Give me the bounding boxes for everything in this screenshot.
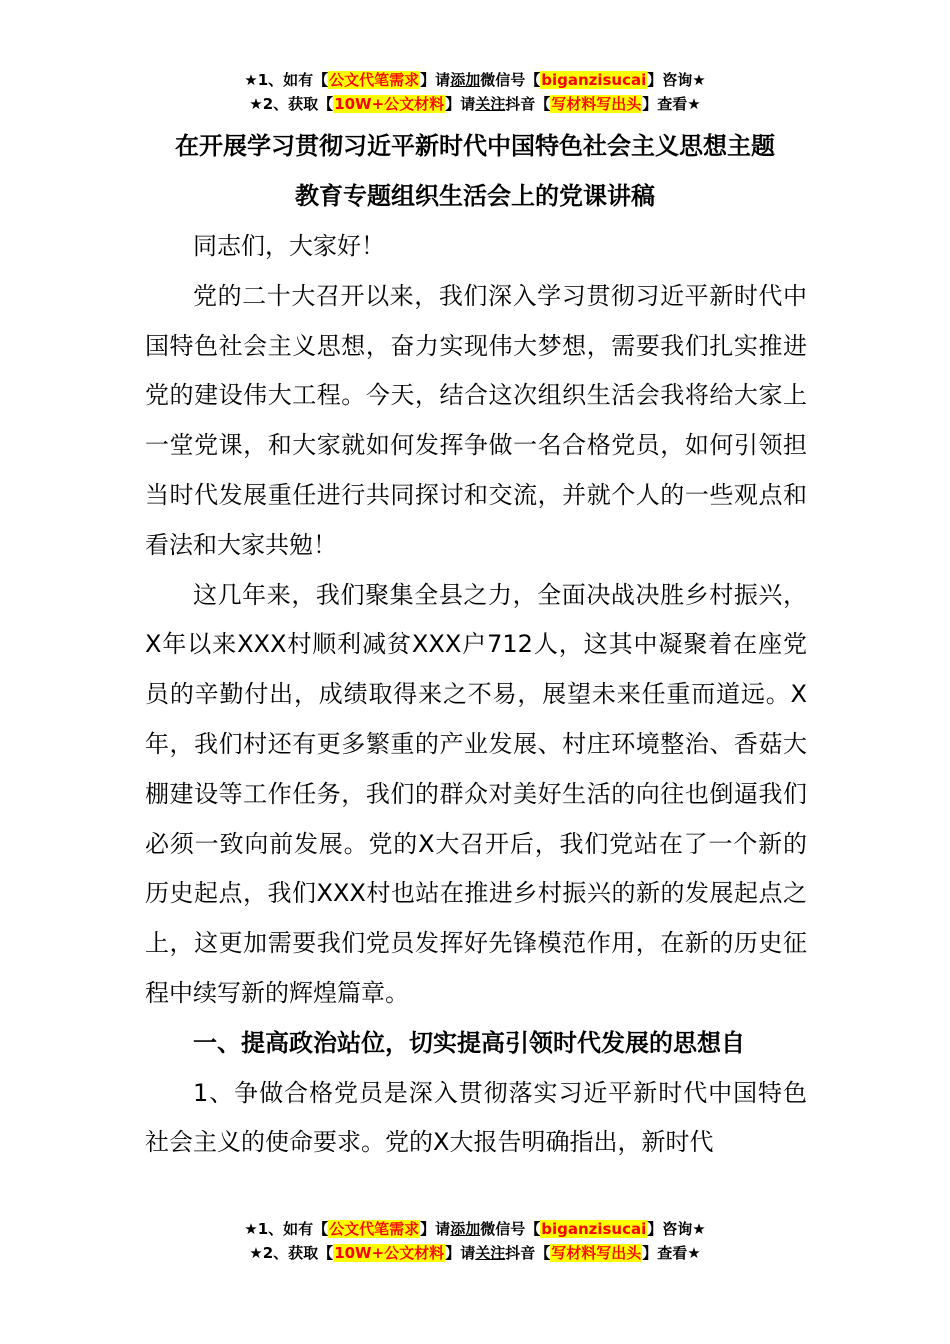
promo-text: 】查看★ <box>642 1244 701 1262</box>
document-title-line-1: 在开展学习贯彻习近平新时代中国特色社会主义思想主题 <box>175 132 775 160</box>
document-body <box>145 222 807 1168</box>
promo-text: 抖音【 <box>505 1244 551 1262</box>
promo-text: 微信号【 <box>480 1220 541 1238</box>
promo-underlined: 添加 <box>450 1220 481 1238</box>
promo-line-2 <box>0 1241 950 1265</box>
body-paragraph: 党的二十大召开以来，我们深入学习贯彻习近平新时代中国特色社会主义思想，奋力实现伟大梦想，需要我们扎实推进党的建设伟大工程。今天，结合这次组织生活会我将给大家上一堂党课，和大家就如何发挥争做一名合格党员，如何引领担当时代发展重任进行共同探讨和交流，并就个人的一些观点和看法和大家共勉！ <box>145 281 807 559</box>
promo-text: 】查看★ <box>642 95 701 113</box>
promo-highlight: biganzisucai <box>541 1220 647 1238</box>
promo-highlight: 公文代笔需求 <box>329 1220 420 1238</box>
promo-text: 】咨询★ <box>647 71 706 89</box>
promo-text: ★1、如有【 <box>244 1220 329 1238</box>
promo-highlight: 10W+公文材料 <box>334 1244 445 1262</box>
promo-text: 抖音【 <box>505 95 551 113</box>
promo-text: ★1、如有【 <box>244 71 329 89</box>
body-paragraph: 这几年来，我们聚集全县之力，全面决战决胜乡村振兴，X年以来XXX村顺利减贫XXX户712人，这其中凝聚着在座党员的辛勤付出，成绩取得来之不易，展望未来任重而道远。X年，我们村还有更多繁重的产业发展、村庄环境整治、香菇大棚建设等工作任务，我们的群众对美好生活的向往也倒逼我们必须一致向前发展。党的X大召开后，我们党站在了一个新的历史起点，我们XXX村也站在推进乡村振兴的新的发展起点之上，这更加需要我们党员发挥好先锋模范作用，在新的历史征程中续写新的辉煌篇章。 <box>145 580 807 1007</box>
promo-text: 微信号【 <box>480 71 541 89</box>
promo-text: 】请 <box>420 71 451 89</box>
promo-text: 】请 <box>445 95 476 113</box>
promo-text: 】请 <box>420 1220 451 1238</box>
promo-highlight: 10W+公文材料 <box>334 95 445 113</box>
promo-line-1 <box>0 1217 950 1241</box>
section-heading: 一、提高政治站位，切实提高引领时代发展的思想自 <box>193 1028 745 1057</box>
promo-header <box>0 68 950 116</box>
promo-text: ★2、获取【 <box>249 1244 334 1262</box>
promo-highlight: biganzisucai <box>541 71 647 89</box>
promo-footer <box>0 1217 950 1265</box>
promo-highlight: 写材料写出头 <box>551 95 642 113</box>
promo-highlight: 公文代笔需求 <box>329 71 420 89</box>
promo-highlight: 写材料写出头 <box>551 1244 642 1262</box>
promo-underlined: 添加 <box>450 71 481 89</box>
promo-underlined: 关注 <box>475 95 506 113</box>
body-paragraph: 1、争做合格党员是深入贯彻落实习近平新时代中国特色社会主义的使命要求。党的X大报告明确指出，新时代 <box>145 1078 807 1157</box>
promo-line-1 <box>0 68 950 92</box>
promo-text: ★2、获取【 <box>249 95 334 113</box>
document-title-line-2: 教育专题组织生活会上的党课讲稿 <box>295 182 655 210</box>
promo-underlined: 关注 <box>475 1244 506 1262</box>
body-paragraph: 同志们，大家好！ <box>193 232 385 260</box>
promo-text: 】咨询★ <box>647 1220 706 1238</box>
promo-line-2 <box>0 92 950 116</box>
promo-text: 】请 <box>445 1244 476 1262</box>
